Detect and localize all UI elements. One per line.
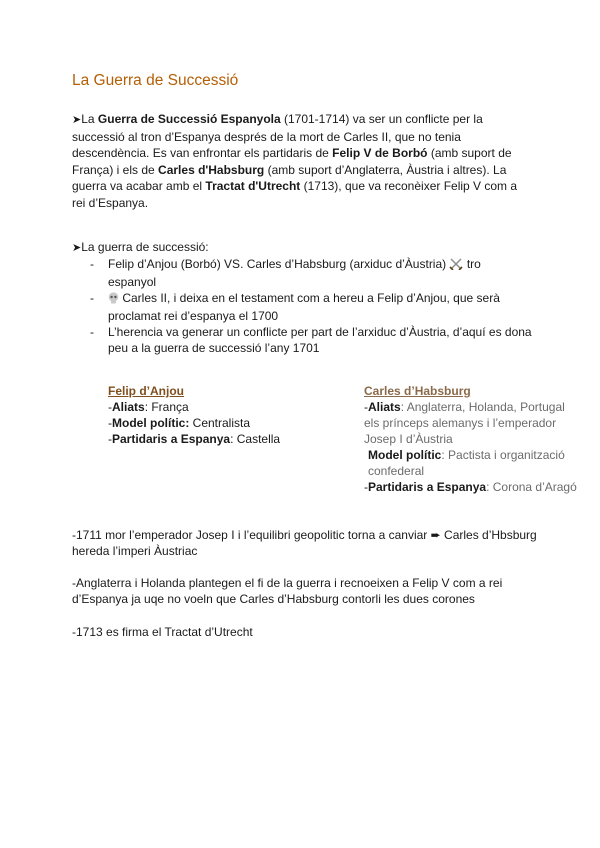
felip-column — [108, 383, 323, 447]
allies-label: Aliats — [368, 400, 401, 414]
section-lead — [72, 239, 532, 256]
paragraph-1713: -1713 es firma el Tractat d’Utrecht — [72, 625, 253, 639]
felip-allies — [108, 399, 323, 415]
carles-model — [364, 447, 579, 479]
section-lead-text: La guerra de successió: — [81, 240, 209, 254]
list-dash: - — [90, 325, 94, 339]
list-item — [72, 256, 532, 290]
list-item — [72, 324, 532, 356]
felip-heading: Felip d’Anjou — [108, 384, 184, 398]
model-value: Centralista — [189, 416, 251, 430]
skull-icon — [108, 292, 119, 308]
list-item-text: Felip d’Anjou (Borbó) VS. Carles d’Habsburg (arxiduc d’Àustria) — [108, 257, 450, 271]
para-text: Carles d’Hbsburg hereda l’imperi Àustriac — [72, 528, 537, 558]
supporters-value: : Castella — [230, 432, 281, 446]
allies-label: Aliats — [112, 400, 145, 414]
dash: - — [364, 400, 368, 414]
intro-paragraph — [72, 111, 532, 212]
succession-list — [72, 256, 532, 356]
carles-allies — [364, 399, 579, 447]
page-title: La Guerra de Successió — [72, 72, 239, 89]
intro-text: (amb suport d’Anglaterra, Àustria i altres). La guerra va acabar amb el — [72, 162, 507, 194]
para-text: -1711 mor l’emperador Josep I i l’equilibri geopolitic torna a canviar — [72, 528, 431, 542]
dash: - — [108, 416, 112, 430]
list-item-text: L’herencia va generar un conflicte per part de l’arxiduc d’Àustria, d’aquí es dona peu a la guerra de successió l’any 1701 — [108, 325, 532, 355]
dash: - — [108, 432, 112, 446]
intro-bold-carles: Carles d'Habsburg — [158, 162, 265, 177]
right-arrow-icon: ➨ — [430, 528, 441, 542]
dash: - — [108, 400, 112, 414]
intro-bold-treaty: Tractat d'Utrecht — [205, 179, 301, 194]
supporters-label: Partidaris a Espanya — [368, 480, 487, 494]
model-label: Model polític: — [112, 416, 190, 430]
allies-value: : França — [144, 400, 189, 414]
felip-supporters — [108, 431, 323, 447]
felip-model — [108, 415, 323, 431]
paragraph-1711 — [72, 527, 542, 559]
succession-section — [72, 239, 532, 356]
carles-heading: Carles d’Habsburg — [364, 384, 471, 398]
list-item — [72, 290, 532, 324]
carles-supporters — [364, 479, 579, 495]
intro-text: (1713), que va reconèixer Felip V com a rei d’Espanya. — [72, 179, 518, 210]
intro-text: La — [81, 112, 98, 126]
supporters-value: : Corona d’Aragó — [486, 480, 577, 494]
list-dash: - — [90, 257, 94, 271]
intro-bold-felip: Felip V de Borbó — [332, 146, 428, 161]
list-item-text: tro espanyol — [108, 257, 481, 289]
arrow-bullet-icon: ➤ — [72, 114, 82, 126]
crossed-swords-icon — [449, 258, 463, 274]
model-label: Model polític — [368, 448, 442, 462]
dash: - — [364, 480, 368, 494]
allies-value: : Anglaterra, Holanda, Portugal els prínceps alemanys i l’emperador Josep I d’Àustria — [364, 400, 565, 446]
arrow-bullet-icon: ➤ — [72, 242, 82, 254]
model-value: : Pactista i organització confederal — [368, 448, 565, 478]
paragraph-anglaterra: -Anglaterra i Holanda plantegen el fi de la guerra i recnoeixen a Felip V com a rei d’Espanya ja uqe no voeln que Carles d’Habsburg contorli les dues corones — [72, 576, 503, 606]
intro-bold-war: Guerra de Successió Espanyola — [97, 112, 281, 126]
supporters-label: Partidaris a Espanya — [112, 432, 231, 446]
intro-text: (1701-1714) va ser un conflicte per la successió al tron d’Espanya després de la mort de Carles II, que no tenia descendència. Es van enfrontar els partidaris de — [72, 112, 483, 161]
intro-text: (amb suport de França) i els de — [72, 146, 512, 177]
list-item-text: Carles II, i deixa en el testament com a hereu a Felip d’Anjou, que serà proclamat rei d’espanya el 1700 — [108, 291, 500, 323]
carles-column — [364, 383, 579, 495]
list-dash: - — [90, 291, 94, 305]
